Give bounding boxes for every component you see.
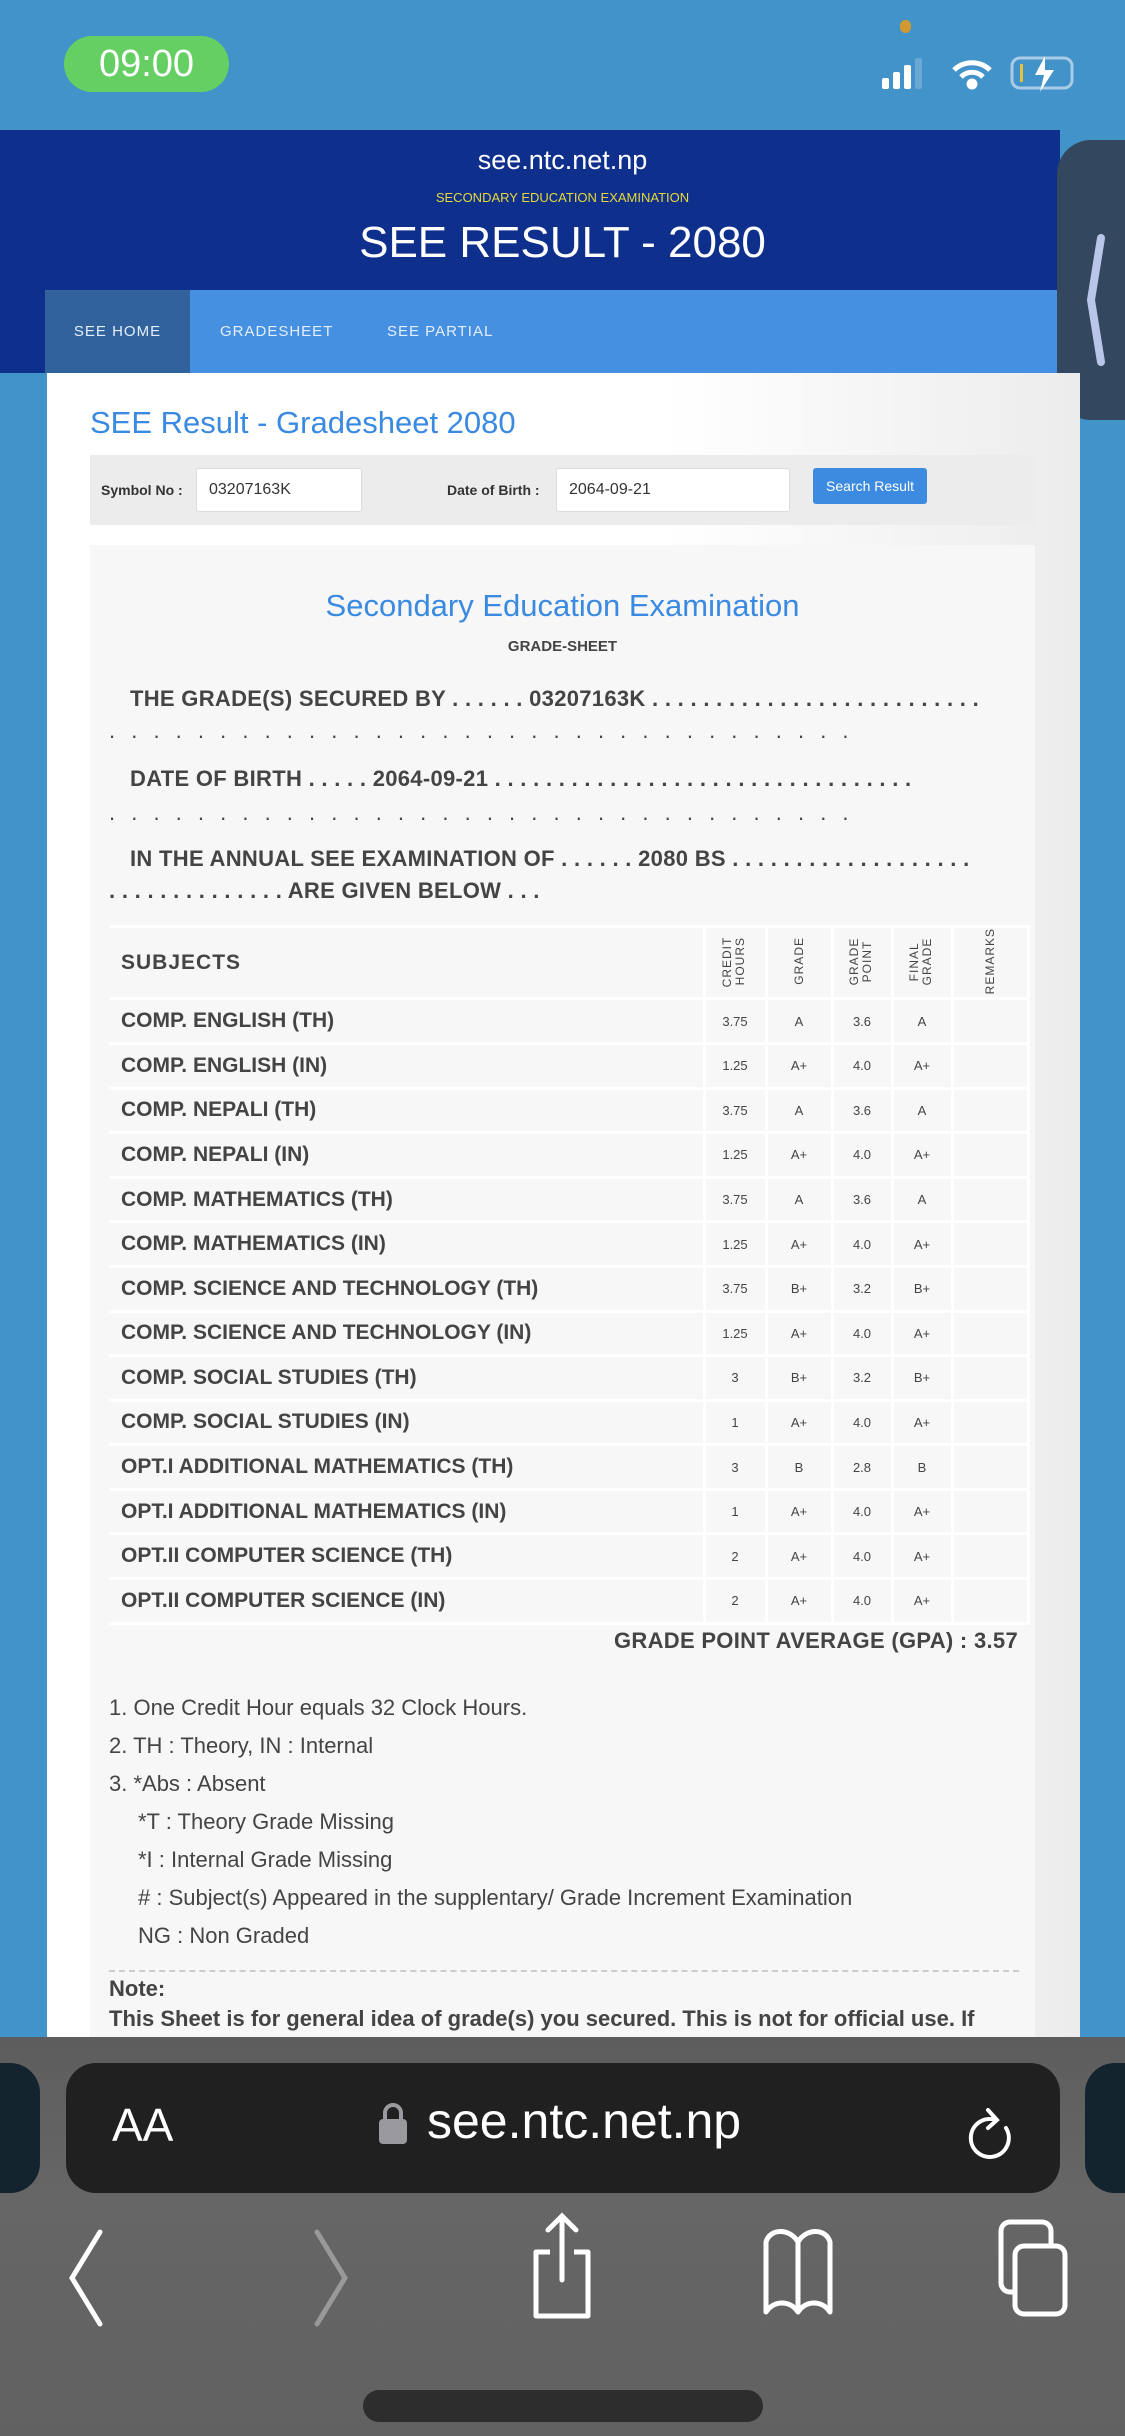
cell-grade: A+ (766, 1579, 832, 1624)
legend-note: NG : Non Graded (138, 1923, 310, 1948)
cell-remarks (952, 1579, 1029, 1624)
given-below-line: . . . . . . . . . . . . . . ARE GIVEN BELOW . . . (109, 878, 540, 903)
cell-credit-hours: 1 (704, 1489, 766, 1534)
cell-credit-hours: 3.75 (704, 999, 766, 1044)
cell-credit-hours: 3.75 (704, 1266, 766, 1311)
cell-remarks (952, 1266, 1029, 1311)
cell-remarks (952, 1489, 1029, 1534)
cell-credit-hours: 1.25 (704, 1133, 766, 1178)
cell-final-grade: B+ (892, 1356, 952, 1401)
symbol-input[interactable]: 03207163K (196, 468, 362, 512)
search-result-button[interactable]: Search Result (813, 468, 927, 504)
cell-subject: COMP. MATHEMATICS (TH) (109, 1177, 704, 1222)
cell-final-grade: B+ (892, 1266, 952, 1311)
cell-grade-point: 3.6 (832, 1177, 892, 1222)
status-icons (880, 52, 1080, 92)
cell-grade: A+ (766, 1534, 832, 1579)
col-grade-label: GRADE (791, 937, 806, 986)
col-credit-hours (704, 927, 766, 999)
cell-final-grade: A+ (892, 1043, 952, 1088)
cell-credit-hours: 3.75 (704, 1177, 766, 1222)
sheet-subheading: GRADE-SHEET (507, 638, 618, 655)
prev-tab-edge[interactable] (0, 2063, 40, 2193)
cell-grade-point: 4.0 (832, 1534, 892, 1579)
table-row (109, 1579, 1029, 1624)
nav-see-home[interactable]: SEE HOME (45, 290, 190, 373)
col-grade-point-label: GRADE POINT (847, 937, 874, 986)
table-header (109, 927, 1029, 999)
dob-line: DATE OF BIRTH . . . . . 2064-09-21 . . . . . . . . . . . . . . . . . . . . . . . . . . . . . . . . . (130, 766, 912, 791)
table-row (109, 999, 1029, 1044)
cell-grade: A+ (766, 1133, 832, 1178)
col-grade (766, 927, 832, 999)
dob-input[interactable]: 2064-09-21 (556, 468, 790, 512)
cell-subject: COMP. ENGLISH (IN) (109, 1043, 704, 1088)
cell-grade-point: 4.0 (832, 1400, 892, 1445)
col-remarks (952, 927, 1029, 999)
cell-grade: A+ (766, 1222, 832, 1267)
battery-charging-icon (1012, 56, 1072, 92)
cell-grade-point: 4.0 (832, 1489, 892, 1534)
cell-grade: A (766, 1088, 832, 1133)
cell-final-grade: A+ (892, 1222, 952, 1267)
cell-grade-point: 4.0 (832, 1043, 892, 1088)
note-label: Note: (109, 1976, 166, 2001)
cell-final-grade: A+ (892, 1579, 952, 1624)
note-text: This Sheet is for general idea of grade(s) you secured. This is not for official use. If (109, 2006, 975, 2031)
cell-grade-point: 3.6 (832, 1088, 892, 1133)
forward-icon[interactable] (305, 2220, 365, 2330)
signal-icon (882, 58, 922, 89)
divider (109, 1970, 1019, 1972)
page-title: SEE Result - Gradesheet 2080 (90, 405, 516, 440)
table-row (109, 1534, 1029, 1579)
home-indicator[interactable] (363, 2390, 763, 2422)
dob-line-label: DATE OF BIRTH (130, 766, 303, 791)
cell-subject: COMP. SCIENCE AND TECHNOLOGY (IN) (109, 1311, 704, 1356)
cell-remarks (952, 1222, 1029, 1267)
cell-subject: OPT.II COMPUTER SCIENCE (TH) (109, 1534, 704, 1579)
table-row (109, 1133, 1029, 1178)
status-time: 09:00 (64, 36, 229, 92)
sheet-heading: Secondary Education Examination (325, 588, 800, 623)
cell-grade: B (766, 1445, 832, 1490)
col-grade-point (832, 927, 892, 999)
cell-credit-hours: 1.25 (704, 1043, 766, 1088)
legend-note: *I : Internal Grade Missing (138, 1847, 393, 1872)
cell-credit-hours: 1 (704, 1400, 766, 1445)
dob-label: Date of Birth : (447, 482, 540, 498)
cell-grade-point: 4.0 (832, 1222, 892, 1267)
cell-grade: A+ (766, 1043, 832, 1088)
symbol-value: 03207163K (529, 686, 646, 711)
cell-grade: A (766, 1177, 832, 1222)
cell-grade: A+ (766, 1400, 832, 1445)
cell-credit-hours: 3 (704, 1445, 766, 1490)
share-icon[interactable] (528, 2210, 598, 2320)
cell-grade-point: 4.0 (832, 1133, 892, 1178)
cell-subject: OPT.I ADDITIONAL MATHEMATICS (IN) (109, 1489, 704, 1534)
header-subtitle: SECONDARY EDUCATION EXAMINATION (435, 190, 690, 205)
cell-grade: A+ (766, 1311, 832, 1356)
table-row (109, 1043, 1029, 1088)
cell-subject: COMP. MATHEMATICS (IN) (109, 1222, 704, 1267)
cell-grade: A (766, 999, 832, 1044)
wifi-icon (954, 63, 990, 87)
cell-remarks (952, 1400, 1029, 1445)
table-row (109, 1445, 1029, 1490)
cell-grade-point: 2.8 (832, 1445, 892, 1490)
exam-line: IN THE ANNUAL SEE EXAMINATION OF . . . . . . 2080 BS . . . . . . . . . . . . . . . . . . . (130, 846, 970, 871)
url-text[interactable]: see.ntc.net.np (427, 2093, 742, 2149)
col-remarks-label: REMARKS (982, 928, 997, 995)
symbol-label: Symbol No : (101, 482, 183, 498)
cell-credit-hours: 2 (704, 1534, 766, 1579)
cell-final-grade: A (892, 999, 952, 1044)
cell-remarks (952, 1177, 1029, 1222)
dob-value: 2064-09-21 (372, 766, 489, 791)
site-domain: see.ntc.net.np (477, 145, 648, 175)
cell-grade-point: 4.0 (832, 1579, 892, 1624)
cell-grade-point: 3.2 (832, 1266, 892, 1311)
header-title: SEE RESULT - 2080 (359, 218, 766, 267)
cell-final-grade: A+ (892, 1400, 952, 1445)
tabs-icon[interactable] (997, 2218, 1071, 2318)
secured-by-label: THE GRADE(S) SECURED BY (130, 686, 446, 711)
legend-note: # : Subject(s) Appeared in the supplentary/ Grade Increment Examination (138, 1885, 853, 1910)
cell-final-grade: A+ (892, 1133, 952, 1178)
cell-subject: COMP. NEPALI (IN) (109, 1133, 704, 1178)
reload-icon[interactable] (966, 2108, 1016, 2164)
cell-subject: COMP. SOCIAL STUDIES (IN) (109, 1400, 704, 1445)
cell-grade: A+ (766, 1489, 832, 1534)
cell-credit-hours: 3.75 (704, 1088, 766, 1133)
lock-icon (378, 2100, 408, 2146)
legend-note: *T : Theory Grade Missing (138, 1809, 394, 1834)
exam-year: 2080 BS (638, 846, 726, 871)
privacy-indicator (900, 20, 911, 33)
dotted-line: . . . . . . . . . . . . . . . . . . . . . . . . . . . . . . . . . . (109, 800, 854, 825)
cell-grade: B+ (766, 1266, 832, 1311)
cell-credit-hours: 1.25 (704, 1222, 766, 1267)
nav-gradesheet[interactable]: GRADESHEET (220, 323, 334, 340)
reader-aa-button[interactable]: AA (112, 2099, 174, 2151)
cell-remarks (952, 1311, 1029, 1356)
cell-subject: COMP. ENGLISH (TH) (109, 999, 704, 1044)
dotted-line: . . . . . . . . . . . . . . . . . . . . . . . . . . . . . . . . . . (109, 718, 854, 743)
cell-credit-hours: 3 (704, 1356, 766, 1401)
table-row (109, 1177, 1029, 1222)
col-subjects: SUBJECTS (109, 927, 704, 999)
cell-credit-hours: 1.25 (704, 1311, 766, 1356)
cell-final-grade: A+ (892, 1489, 952, 1534)
legend-note: 1. One Credit Hour equals 32 Clock Hours. (109, 1695, 528, 1720)
cell-subject: OPT.II COMPUTER SCIENCE (IN) (109, 1579, 704, 1624)
cell-subject: OPT.I ADDITIONAL MATHEMATICS (TH) (109, 1445, 704, 1490)
cell-grade: B+ (766, 1356, 832, 1401)
cell-remarks (952, 1445, 1029, 1490)
table-row (109, 1311, 1029, 1356)
given-below: ARE GIVEN BELOW . . . (287, 878, 540, 903)
cell-remarks (952, 999, 1029, 1044)
cell-final-grade: A+ (892, 1534, 952, 1579)
table-row (109, 1400, 1029, 1445)
col-final-grade-label: FINAL GRADE (907, 937, 934, 986)
cell-remarks (952, 1088, 1029, 1133)
cell-grade-point: 3.6 (832, 999, 892, 1044)
cell-remarks (952, 1043, 1029, 1088)
col-credit-hours-label: CREDIT HOURS (720, 935, 747, 987)
table-row (109, 1356, 1029, 1401)
cell-credit-hours: 2 (704, 1579, 766, 1624)
bookmarks-icon[interactable] (760, 2222, 836, 2318)
grades-table (109, 925, 1030, 1625)
cell-grade-point: 3.2 (832, 1356, 892, 1401)
cell-final-grade: A (892, 1177, 952, 1222)
table-row (109, 1266, 1029, 1311)
table-row (109, 1088, 1029, 1133)
cell-remarks (952, 1534, 1029, 1579)
nav-see-partial[interactable]: SEE PARTIAL (387, 323, 494, 340)
cell-remarks (952, 1133, 1029, 1178)
exam-label: IN THE ANNUAL SEE EXAMINATION OF (130, 846, 555, 871)
cell-subject: COMP. NEPALI (TH) (109, 1088, 704, 1133)
nav-bar (45, 290, 1060, 373)
table-row (109, 1222, 1029, 1267)
table-row (109, 1489, 1029, 1534)
gpa: GRADE POINT AVERAGE (GPA) : 3.57 (613, 1628, 1018, 1653)
back-icon[interactable] (60, 2220, 120, 2330)
legend-note: 2. TH : Theory, IN : Internal (109, 1733, 374, 1758)
secured-by-line: THE GRADE(S) SECURED BY . . . . . . 03207163K . . . . . . . . . . . . . . . . . . . . . . . . . . (130, 686, 980, 711)
cell-subject: COMP. SOCIAL STUDIES (TH) (109, 1356, 704, 1401)
cell-subject: COMP. SCIENCE AND TECHNOLOGY (TH) (109, 1266, 704, 1311)
cell-final-grade: B (892, 1445, 952, 1490)
cell-remarks (952, 1356, 1029, 1401)
cell-final-grade: A (892, 1088, 952, 1133)
legend-note: 3. *Abs : Absent (109, 1771, 266, 1796)
cell-final-grade: A+ (892, 1311, 952, 1356)
next-tab-edge[interactable] (1085, 2063, 1125, 2193)
col-final-grade (892, 927, 952, 999)
cell-grade-point: 4.0 (832, 1311, 892, 1356)
